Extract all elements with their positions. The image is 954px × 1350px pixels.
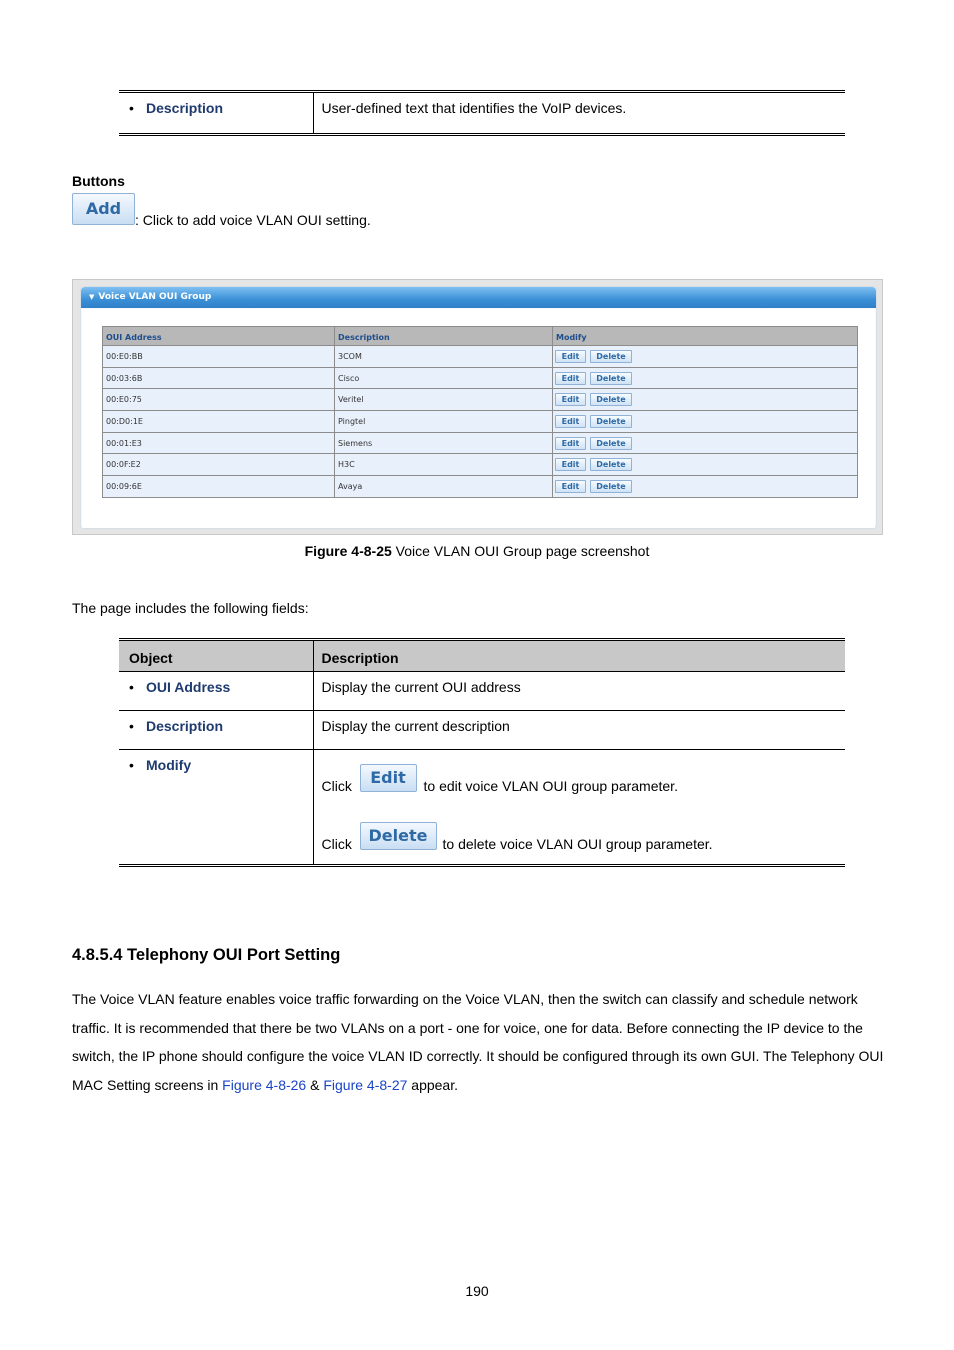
oui-address-cell: 00:09:6E xyxy=(103,476,335,498)
collapse-triangle-icon[interactable]: ▼ xyxy=(89,293,95,301)
figure-link[interactable]: Figure 4-8-26 xyxy=(222,1077,307,1094)
modify-cell xyxy=(553,432,858,454)
modify-cell xyxy=(553,389,858,411)
figure-caption-text: Voice VLAN OUI Group page screenshot xyxy=(391,543,650,559)
table-row xyxy=(103,432,858,454)
delete-description: to delete voice VLAN OUI group parameter. xyxy=(442,836,713,852)
panel-title: Voice VLAN OUI Group xyxy=(98,292,212,302)
table-row xyxy=(103,476,858,498)
click-text: Click xyxy=(321,836,352,852)
object-cell xyxy=(119,92,313,135)
edit-button[interactable]: Edit xyxy=(555,458,586,471)
object-name: Description xyxy=(146,100,224,116)
section-heading: 4.8.5.4 Telephony OUI Port Setting xyxy=(72,946,341,964)
oui-address-cell: 00:E0:75 xyxy=(103,389,335,411)
oui-description-cell: Siemens xyxy=(335,432,553,454)
object-cell xyxy=(119,750,313,866)
description-cell: Display the current OUI address xyxy=(313,672,845,711)
table-row xyxy=(119,750,845,866)
delete-button[interactable]: Delete xyxy=(590,393,632,406)
description-cell: Display the current description xyxy=(313,711,845,750)
oui-description-cell: H3C xyxy=(335,454,553,476)
add-button-image: Add xyxy=(72,193,135,225)
click-text: Click xyxy=(321,778,352,794)
column-header-oui: OUI Address xyxy=(103,327,335,346)
oui-description-cell: Cisco xyxy=(335,367,553,389)
oui-address-cell: 00:03:6B xyxy=(103,367,335,389)
oui-description-cell: Pingtel xyxy=(335,411,553,433)
intro-text: The page includes the following fields: xyxy=(72,600,309,616)
object-name: Description xyxy=(146,718,224,734)
bullet: • xyxy=(129,100,134,116)
edit-button[interactable]: Edit xyxy=(555,350,586,363)
modify-cell xyxy=(553,411,858,433)
object-cell xyxy=(119,711,313,750)
description-cell: User-defined text that identifies the VoIP devices. xyxy=(321,100,627,116)
figure-label: Figure 4-8-25 xyxy=(304,543,392,559)
edit-button[interactable]: Edit xyxy=(555,372,586,385)
edit-button[interactable]: Edit xyxy=(555,480,586,493)
object-cell xyxy=(119,672,313,711)
delete-button[interactable]: Delete xyxy=(590,415,632,428)
edit-button[interactable]: Edit xyxy=(555,415,586,428)
section-paragraph xyxy=(72,985,887,1100)
oui-group-table xyxy=(102,326,858,498)
modify-cell xyxy=(553,476,858,498)
paragraph-text: & xyxy=(306,1077,324,1094)
modify-cell xyxy=(553,454,858,476)
voice-vlan-oui-panel xyxy=(80,286,877,529)
table-row xyxy=(119,92,845,135)
table-row xyxy=(119,672,845,711)
oui-address-cell: 00:0F:E2 xyxy=(103,454,335,476)
screenshot-frame xyxy=(72,279,883,535)
table-header-row xyxy=(103,327,858,346)
delete-button[interactable]: Delete xyxy=(590,372,632,385)
table-row xyxy=(103,367,858,389)
add-button-description: : Click to add voice VLAN OUI setting. xyxy=(135,212,371,228)
edit-button[interactable]: Edit xyxy=(555,393,586,406)
header-object: Object xyxy=(119,640,313,672)
delete-button[interactable]: Delete xyxy=(590,458,632,471)
table-row xyxy=(119,711,845,750)
edit-description: to edit voice VLAN OUI group parameter. xyxy=(423,778,678,794)
column-header-description: Description xyxy=(335,327,553,346)
oui-description-cell: 3COM xyxy=(335,346,553,368)
delete-button[interactable]: Delete xyxy=(590,480,632,493)
bullet: • xyxy=(129,718,134,734)
edit-button-image: Edit xyxy=(360,764,417,792)
delete-button[interactable]: Delete xyxy=(590,437,632,450)
header-description: Description xyxy=(313,640,845,672)
oui-address-cell: 00:E0:BB xyxy=(103,346,335,368)
oui-description-cell: Veritel xyxy=(335,389,553,411)
paragraph-text: appear. xyxy=(407,1077,458,1094)
buttons-heading: Buttons xyxy=(72,173,125,189)
delete-instruction xyxy=(322,822,838,850)
oui-description-cell: Avaya xyxy=(335,476,553,498)
table-row xyxy=(103,389,858,411)
description-field-table xyxy=(119,90,845,136)
delete-button[interactable]: Delete xyxy=(590,350,632,363)
oui-address-cell: 00:01:E3 xyxy=(103,432,335,454)
panel-body xyxy=(82,309,875,528)
panel-header xyxy=(81,287,876,308)
table-row xyxy=(103,346,858,368)
object-name: Modify xyxy=(146,757,192,773)
object-name: OUI Address xyxy=(146,679,231,695)
paragraph-text: The Voice VLAN feature enables voice traffic forwarding on the Voice VLAN, then the switch can classify and schedule network traffic. It is recommended that there be two VLANs on a port - one for voice, one for data. Before connecting the IP device to the switch, the IP phone should configure the voice VLAN ID correctly. It should be configured through its own GUI. The Telephony OUI MAC Setting screens in xyxy=(72,991,884,1094)
table-header-row xyxy=(119,640,845,672)
figure-caption xyxy=(0,543,954,559)
page-number: 190 xyxy=(465,1283,489,1299)
table-row xyxy=(103,454,858,476)
oui-address-cell: 00:D0:1E xyxy=(103,411,335,433)
edit-instruction xyxy=(322,764,838,792)
fields-table xyxy=(119,638,845,867)
edit-button[interactable]: Edit xyxy=(555,437,586,450)
description-cell xyxy=(313,750,845,866)
table-row xyxy=(103,411,858,433)
modify-cell xyxy=(553,367,858,389)
bullet: • xyxy=(129,757,134,773)
delete-button-image: Delete xyxy=(360,822,437,850)
figure-link[interactable]: Figure 4-8-27 xyxy=(323,1077,408,1094)
bullet: • xyxy=(129,679,134,695)
column-header-modify: Modify xyxy=(553,327,858,346)
modify-cell xyxy=(553,346,858,368)
